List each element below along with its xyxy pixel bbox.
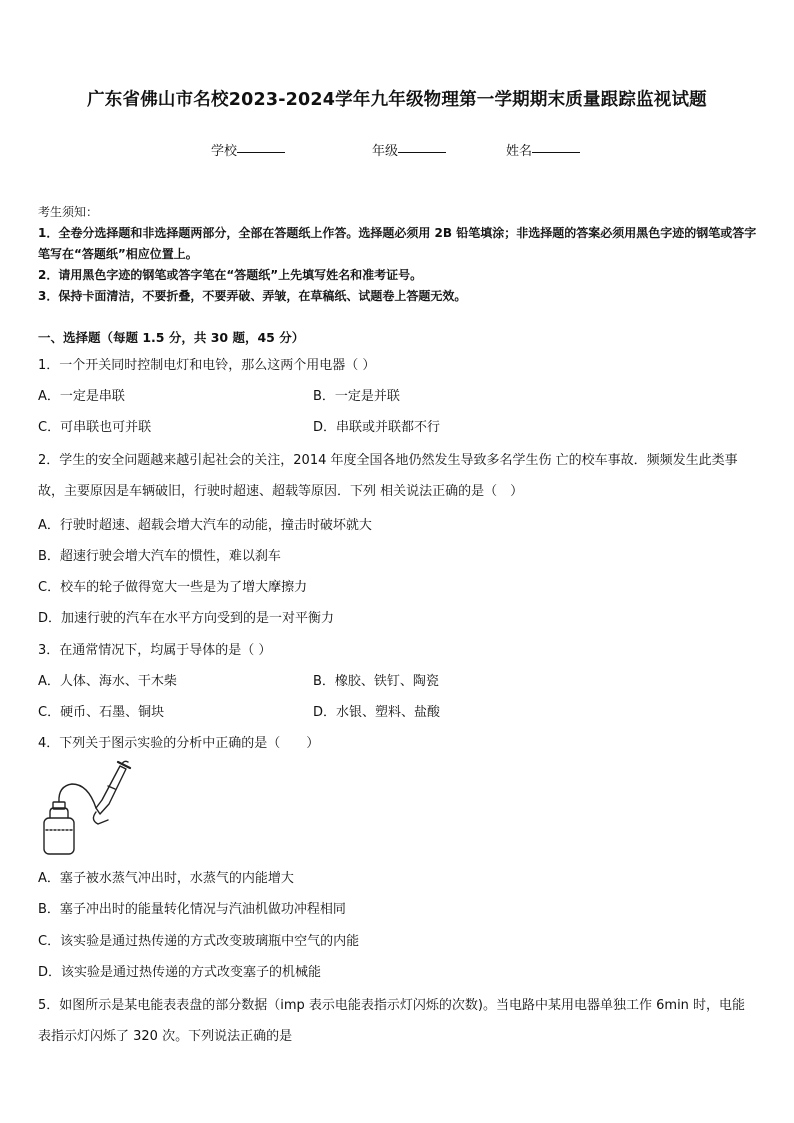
grade-field[interactable]: [372, 140, 398, 159]
q1-option-b[interactable]: B．一定是并联: [313, 389, 400, 404]
q4-option-c[interactable]: C．该实验是通过热传递的方式改变玻璃瓶中空气的内能: [38, 934, 360, 949]
q2-option-c[interactable]: C．校车的轮子做得宽大一些是为了增大摩擦力: [38, 580, 308, 595]
q4-option-a[interactable]: A．塞子被水蒸气冲出时，水蒸气的内能增大: [38, 871, 294, 886]
q3-option-d[interactable]: D．水银、塑料、盐酸: [313, 705, 441, 720]
q4-option-d[interactable]: D．该实验是通过热传递的方式改变塞子的机械能: [38, 965, 322, 980]
school-label: 学校: [211, 144, 238, 159]
exam-title: 广东省佛山市名校2023-2024学年九年级物理第一学期期末质量跟踪监视试题: [87, 90, 707, 110]
q3-option-b[interactable]: B．橡胶、铁钉、陶瓷: [313, 674, 439, 689]
q3-stem: 3．在通常情况下，均属于导体的是（ ）: [38, 643, 272, 658]
q5-stem: 5．如图所示是某电能表表盘的部分数据（imp 表示电能表指示灯闪烁的次数)。当电路中某用电器单独工作 6min 时，电能表指示灯闪烁了 320 次。下列说法正确的是: [38, 998, 746, 1044]
steam-experiment-figure: [38, 760, 136, 860]
q1-stem: 1．一个开关同时控制电灯和电铃，那么这两个用电器（ ）: [38, 358, 376, 373]
section-heading: 一、选择题（每题 1.5 分，共 30 题，45 分）: [38, 330, 305, 345]
name-field[interactable]: [506, 140, 532, 159]
q3-option-c[interactable]: C．硬币、石墨、铜块: [38, 705, 165, 720]
notice-item-1: 1．全卷分选择题和非选择题两部分，全部在答题纸上作答。选择题必须用 2B 铅笔填涂；非选择题的答案必须用黑色字迹的钢笔或答字笔写在“答题纸”相应位置上。: [38, 226, 757, 261]
q3-option-a[interactable]: A．人体、海水、干木柴: [38, 674, 177, 689]
q1-option-c[interactable]: C．可串联也可并联: [38, 420, 152, 435]
q2-stem: 2．学生的安全问题越来越引起社会的关注，2014 年度全国各地仍然发生导致多名学生伤 亡的校车事故．频频发生此类事故，主要原因是车辆破旧，行驶时超速、超载等原因．下列 相关说法正确的是（ ）: [38, 453, 738, 499]
notice-heading: 考生须知：: [38, 205, 99, 219]
q2-option-d[interactable]: D．加速行驶的汽车在水平方向受到的是一对平衡力: [38, 611, 335, 626]
grade-blank[interactable]: [398, 140, 446, 153]
name-blank[interactable]: [532, 140, 580, 153]
notice-item-3: 3．保持卡面清洁，不要折叠，不要弄破、弄皱，在草稿纸、试题卷上答题无效。: [38, 289, 467, 303]
q1-option-a[interactable]: A．一定是串联: [38, 389, 125, 404]
grade-label: 年级: [372, 144, 399, 159]
notice-block: [38, 202, 758, 307]
q4-option-b[interactable]: B．塞子冲出时的能量转化情况与汽油机做功冲程相同: [38, 902, 346, 917]
q2-option-a[interactable]: A．行驶时超速、超载会增大汽车的动能，撞击时破坏就大: [38, 518, 372, 533]
q2-option-b[interactable]: B．超速行驶会增大汽车的惯性，难以刹车: [38, 549, 281, 564]
q4-stem: 4．下列关于图示实验的分析中正确的是（ ）: [38, 736, 320, 751]
school-field[interactable]: [211, 140, 237, 159]
school-blank[interactable]: [237, 140, 285, 153]
flask-pump-illustration: [38, 760, 136, 860]
notice-item-2: 2．请用黑色字迹的钢笔或答字笔在“答题纸”上先填写姓名和准考证号。: [38, 268, 423, 282]
name-label: 姓名: [506, 144, 533, 159]
q1-option-d[interactable]: D．串联或并联都不行: [313, 420, 441, 435]
